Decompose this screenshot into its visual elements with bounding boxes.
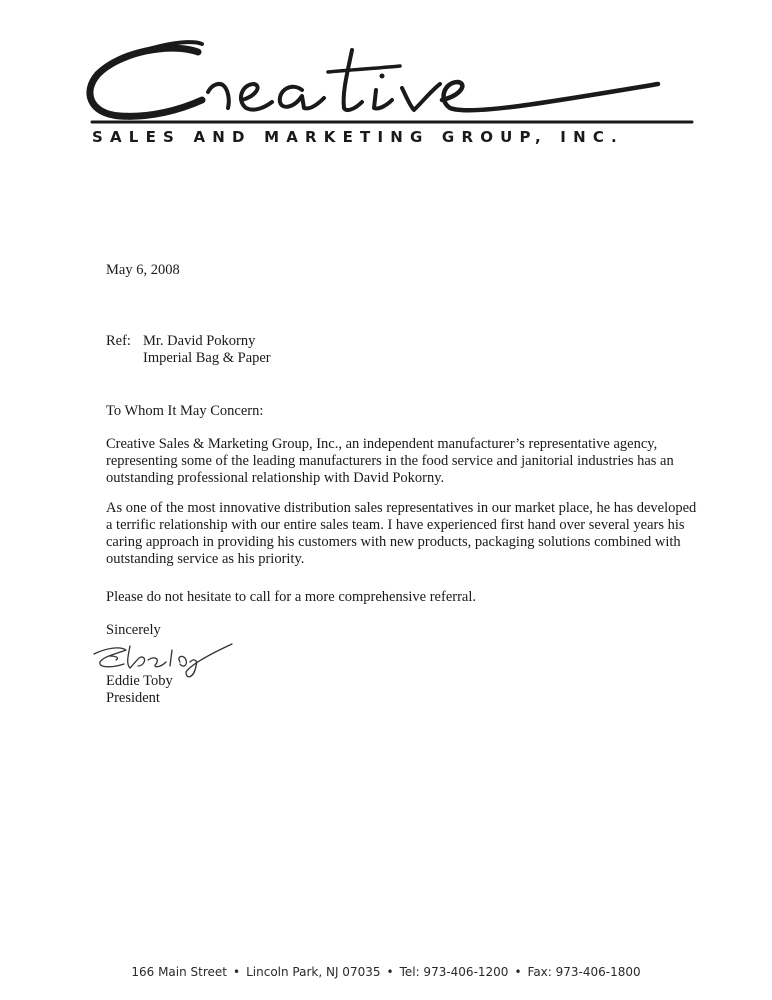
creative-logo	[80, 30, 700, 130]
bullet-icon: •	[514, 965, 522, 979]
signer-name: Eddie Toby	[106, 673, 173, 689]
bullet-icon: •	[233, 965, 241, 979]
footer-city: Lincoln Park, NJ 07035	[246, 965, 381, 979]
closing: Sincerely	[106, 622, 161, 638]
footer-tel: Tel: 973-406-1200	[399, 965, 509, 979]
reference-company: Imperial Bag & Paper	[143, 350, 271, 366]
footer-address: 166 Main Street	[131, 965, 228, 979]
footer-fax: Fax: 973-406-1800	[527, 965, 641, 979]
bullet-icon: •	[386, 965, 394, 979]
body-paragraph-1: Creative Sales & Marketing Group, Inc., an independent manufacturer’s representative agency, representing some of the leading manufacturers in the food service and janitorial industries has an outstanding professional relationship with David Pokorny.	[106, 436, 674, 486]
signer-title: President	[106, 690, 160, 706]
reference-name: Mr. David Pokorny	[143, 333, 256, 349]
letterhead-footer	[0, 965, 772, 979]
body-paragraph-3: Please do not hesitate to call for a more comprehensive referral.	[106, 589, 476, 605]
letter-date: May 6, 2008	[106, 262, 180, 278]
body-paragraph-2: As one of the most innovative distribution sales representatives in our market place, he has developed a terrific relationship with our entire sales team. I have experienced first hand over several years his caring approach in providing his customers with new products, packaging solutions combined with outstanding service as his priority.	[106, 500, 697, 567]
salutation: To Whom It May Concern:	[106, 403, 264, 419]
reference-label: Ref:	[106, 333, 131, 349]
company-tagline: SALES AND MARKETING GROUP, INC.	[92, 128, 624, 146]
